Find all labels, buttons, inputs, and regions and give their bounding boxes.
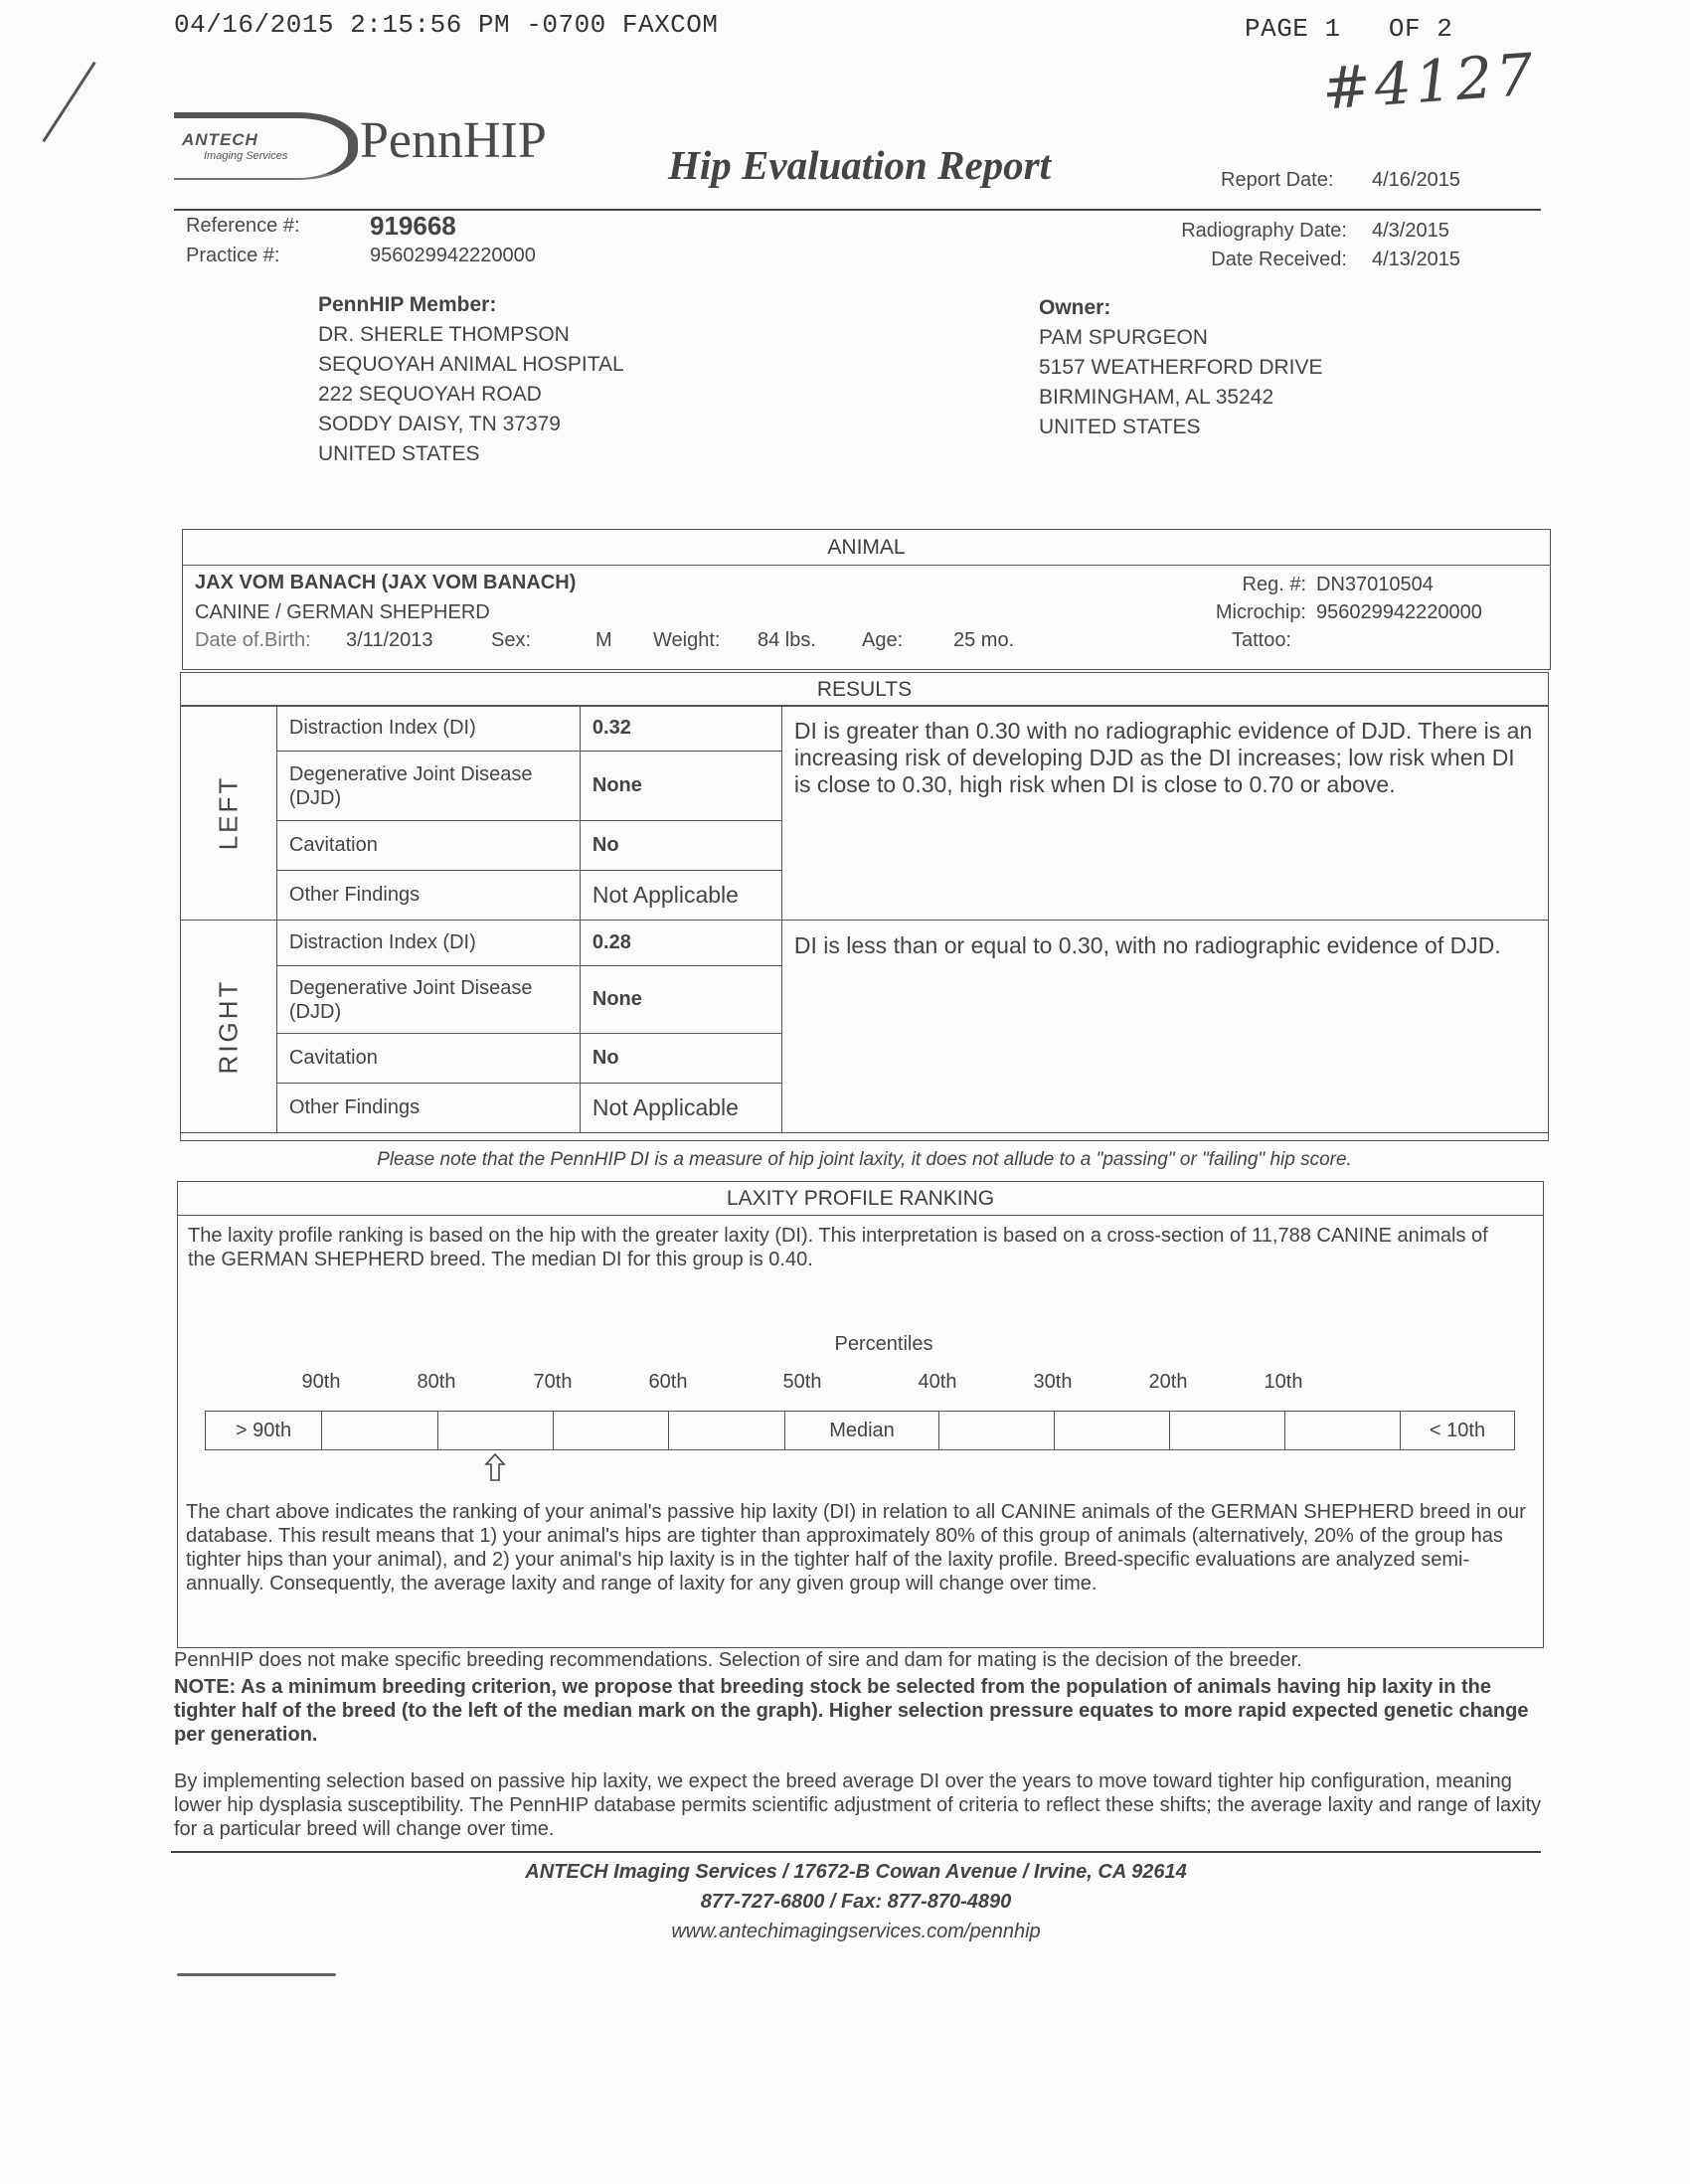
- right-di-value: 0.28: [580, 921, 781, 966]
- median-cell: Median: [785, 1412, 939, 1449]
- laxity-intro: The laxity profile ranking is based on the hip with the greater laxity (DI). This interpretation is based on a cross-section of 11,788 CANINE animals of the GERMAN SHEPHERD breed. The median DI for this group is 0.40.: [188, 1225, 1488, 1270]
- microchip-label: Microchip:: [1215, 601, 1306, 623]
- dob-value: 3/11/2013: [346, 629, 433, 651]
- percentile-cell: [669, 1412, 785, 1449]
- reference-number: 919668: [370, 211, 456, 241]
- logo-tagline: Imaging Services: [204, 150, 288, 162]
- result-label: Other Findings: [276, 871, 580, 921]
- owner-line: BIRMINGHAM, AL 35242: [1039, 386, 1274, 409]
- percentile-cell: [1055, 1412, 1170, 1449]
- tick-label: 30th: [1033, 1371, 1073, 1393]
- percentile-cell: [438, 1412, 554, 1449]
- right-djd-value: None: [580, 966, 781, 1034]
- footer-address: ANTECH Imaging Services / 17672-B Cowan Avenue / Irvine, CA 92614: [525, 1861, 1187, 1883]
- result-label: Degenerative Joint Disease (DJD): [276, 966, 580, 1034]
- tick-label: 70th: [533, 1371, 573, 1393]
- tick-label: 40th: [918, 1371, 957, 1393]
- right-note: DI is less than or equal to 0.30, with no radiographic evidence of DJD.: [781, 921, 1548, 1133]
- sex-value: M: [595, 629, 612, 651]
- member-line: DR. SHERLE THOMPSON: [318, 323, 570, 346]
- left-note: DI is greater than 0.30 with no radiographic evidence of DJD. There is an increasing risk of developing DJD as the DI increases; low risk when DI is close to 0.30, high risk when DI is close to 0.70 or above.: [781, 706, 1548, 921]
- age-label: Age:: [862, 629, 904, 651]
- laxity-heading: LAXITY PROFILE RANKING: [178, 1182, 1543, 1216]
- left-side-label: LEFT: [181, 706, 277, 921]
- pennhip-logo: PennHIP: [360, 112, 547, 169]
- di-disclaimer: Please note that the PennHIP DI is a measure of hip joint laxity, it does not allude to a "passing" or "failing" hip score.: [377, 1149, 1352, 1170]
- reference-label: Reference #:: [186, 215, 300, 237]
- microchip-value: 956029942220000: [1316, 601, 1482, 623]
- implementing-note: By implementing selection based on passive hip laxity, we expect the breed average DI over the years to move toward tighter hip configuration, meaning lower hip dysplasia susceptibility. The PennHIP database permits scientific adjustment of criteria to reflect these shifts; the average laxity and range of laxity for a particular breed will change over time.: [174, 1770, 1542, 1840]
- percentile-cell: [1285, 1412, 1401, 1449]
- result-label: Distraction Index (DI): [276, 706, 580, 752]
- weight-label: Weight:: [653, 629, 721, 651]
- report-date: 4/16/2015: [1372, 169, 1460, 191]
- tick-label: 90th: [301, 1371, 341, 1393]
- antech-logo: [174, 112, 353, 174]
- animal-section: [182, 529, 1551, 670]
- table-row: [181, 921, 1549, 966]
- logo-antech-text: ANTECH: [182, 130, 258, 149]
- percentile-cell: [939, 1412, 1055, 1449]
- radiography-date: 4/3/2015: [1372, 220, 1449, 242]
- right-other-findings-value: Not Applicable: [580, 1084, 781, 1133]
- member-line: SODDY DAISY, TN 37379: [318, 413, 561, 435]
- result-label: Cavitation: [276, 821, 580, 871]
- no-recommendation-note: PennHIP does not make specific breeding recommendations. Selection of sire and dam for mating is the decision of the breeder.: [174, 1649, 1302, 1671]
- percentile-cell: [1170, 1412, 1285, 1449]
- right-cavitation-value: No: [580, 1034, 781, 1084]
- member-line: 222 SEQUOYAH ROAD: [318, 383, 542, 406]
- table-row: [181, 706, 1549, 752]
- tick-label: 20th: [1148, 1371, 1188, 1393]
- radiography-date-label: Radiography Date:: [1181, 220, 1347, 242]
- owner-line: UNITED STATES: [1039, 416, 1201, 438]
- date-received-label: Date Received:: [1211, 249, 1347, 270]
- right-side-label: RIGHT: [181, 921, 277, 1133]
- percentile-ticks: [205, 1371, 1515, 1401]
- results-table: [180, 705, 1549, 1133]
- tick-label: 60th: [648, 1371, 688, 1393]
- report-date-label: Report Date:: [1221, 169, 1334, 191]
- practice-label: Practice #:: [186, 245, 280, 266]
- breeding-note: NOTE: As a minimum breeding criterion, we propose that breeding stock be selected from the population of animals having hip laxity in the tighter half of the breed (to the left of the median mark on the graph). Higher selection pressure equates to more rapid expected genetic change per generation.: [174, 1676, 1529, 1746]
- laxity-section: [177, 1181, 1544, 1648]
- percentile-cell: [322, 1412, 438, 1449]
- animal-heading: ANIMAL: [183, 530, 1550, 566]
- left-other-findings-value: Not Applicable: [580, 871, 781, 921]
- footer-divider: [171, 1851, 1541, 1853]
- tick-label: 80th: [417, 1371, 456, 1393]
- animal-name: JAX VOM BANACH (JAX VOM BANACH): [195, 572, 577, 593]
- result-label: Other Findings: [276, 1084, 580, 1133]
- owner-line: 5157 WEATHERFORD DRIVE: [1039, 356, 1323, 379]
- owner-block: [1039, 293, 1323, 442]
- reg-value: DN37010504: [1316, 574, 1434, 595]
- member-line: SEQUOYAH ANIMAL HOSPITAL: [318, 353, 624, 376]
- scan-mark: [177, 1973, 336, 1976]
- percentile-cell: > 90th: [206, 1412, 322, 1449]
- left-di-value: 0.32: [580, 706, 781, 752]
- result-label: Degenerative Joint Disease (DJD): [276, 752, 580, 821]
- page-title: Hip Evaluation Report: [668, 142, 1051, 188]
- sex-label: Sex:: [491, 629, 532, 651]
- left-cavitation-value: No: [580, 821, 781, 871]
- footer-phone: 877-727-6800 / Fax: 877-870-4890: [700, 1891, 1012, 1913]
- member-line: UNITED STATES: [318, 442, 480, 465]
- percentile-bar: [205, 1411, 1515, 1450]
- laxity-explanation: The chart above indicates the ranking of your animal's passive hip laxity (DI) in relation to all CANINE animals of the GERMAN SHEPHERD breed in our database. This result means that 1) your animal's hips are tighter than approximately 80% of this group of animals (alternatively, 20% of the group has tighter hips than your animal), and 2) your animal's hip laxity is in the tighter half of the laxity profile. Breed-specific evaluations are analyzed semi-annually. Consequently, the average laxity and range of laxity for any given group will change over time.: [186, 1501, 1526, 1595]
- tick-label: 10th: [1264, 1371, 1303, 1393]
- percentile-cell: [554, 1412, 669, 1449]
- tattoo-label: Tattoo:: [1231, 629, 1291, 651]
- up-arrow-icon: [484, 1452, 506, 1482]
- member-heading: PennHIP Member:: [318, 293, 497, 316]
- fax-page-number: PAGE 1 OF 2: [1245, 14, 1453, 44]
- result-label: Cavitation: [276, 1034, 580, 1084]
- age-value: 25 mo.: [953, 629, 1015, 651]
- percentile-cell: < 10th: [1429, 1419, 1486, 1441]
- handwritten-number: #4127: [1319, 40, 1540, 123]
- practice-number: 956029942220000: [370, 245, 536, 266]
- result-label: Distraction Index (DI): [276, 921, 580, 966]
- reg-label: Reg. #:: [1242, 574, 1306, 595]
- left-djd-value: None: [580, 752, 781, 821]
- weight-value: 84 lbs.: [758, 629, 816, 651]
- fax-timestamp: 04/16/2015 2:15:56 PM -0700 FAXCOM: [174, 10, 719, 40]
- species-breed: CANINE / GERMAN SHEPHERD: [195, 601, 490, 623]
- dob-label: Date of.Birth:: [195, 629, 311, 651]
- pen-mark: [42, 62, 95, 142]
- owner-heading: Owner:: [1039, 296, 1111, 319]
- owner-line: PAM SPURGEON: [1039, 326, 1208, 349]
- tick-label: 50th: [782, 1371, 822, 1393]
- percentiles-label: Percentiles: [834, 1333, 933, 1355]
- footer-website[interactable]: www.antechimagingservices.com/pennhip: [671, 1921, 1041, 1942]
- results-heading: RESULTS: [181, 673, 1548, 707]
- pennhip-member-block: [318, 290, 624, 469]
- date-received: 4/13/2015: [1372, 249, 1460, 270]
